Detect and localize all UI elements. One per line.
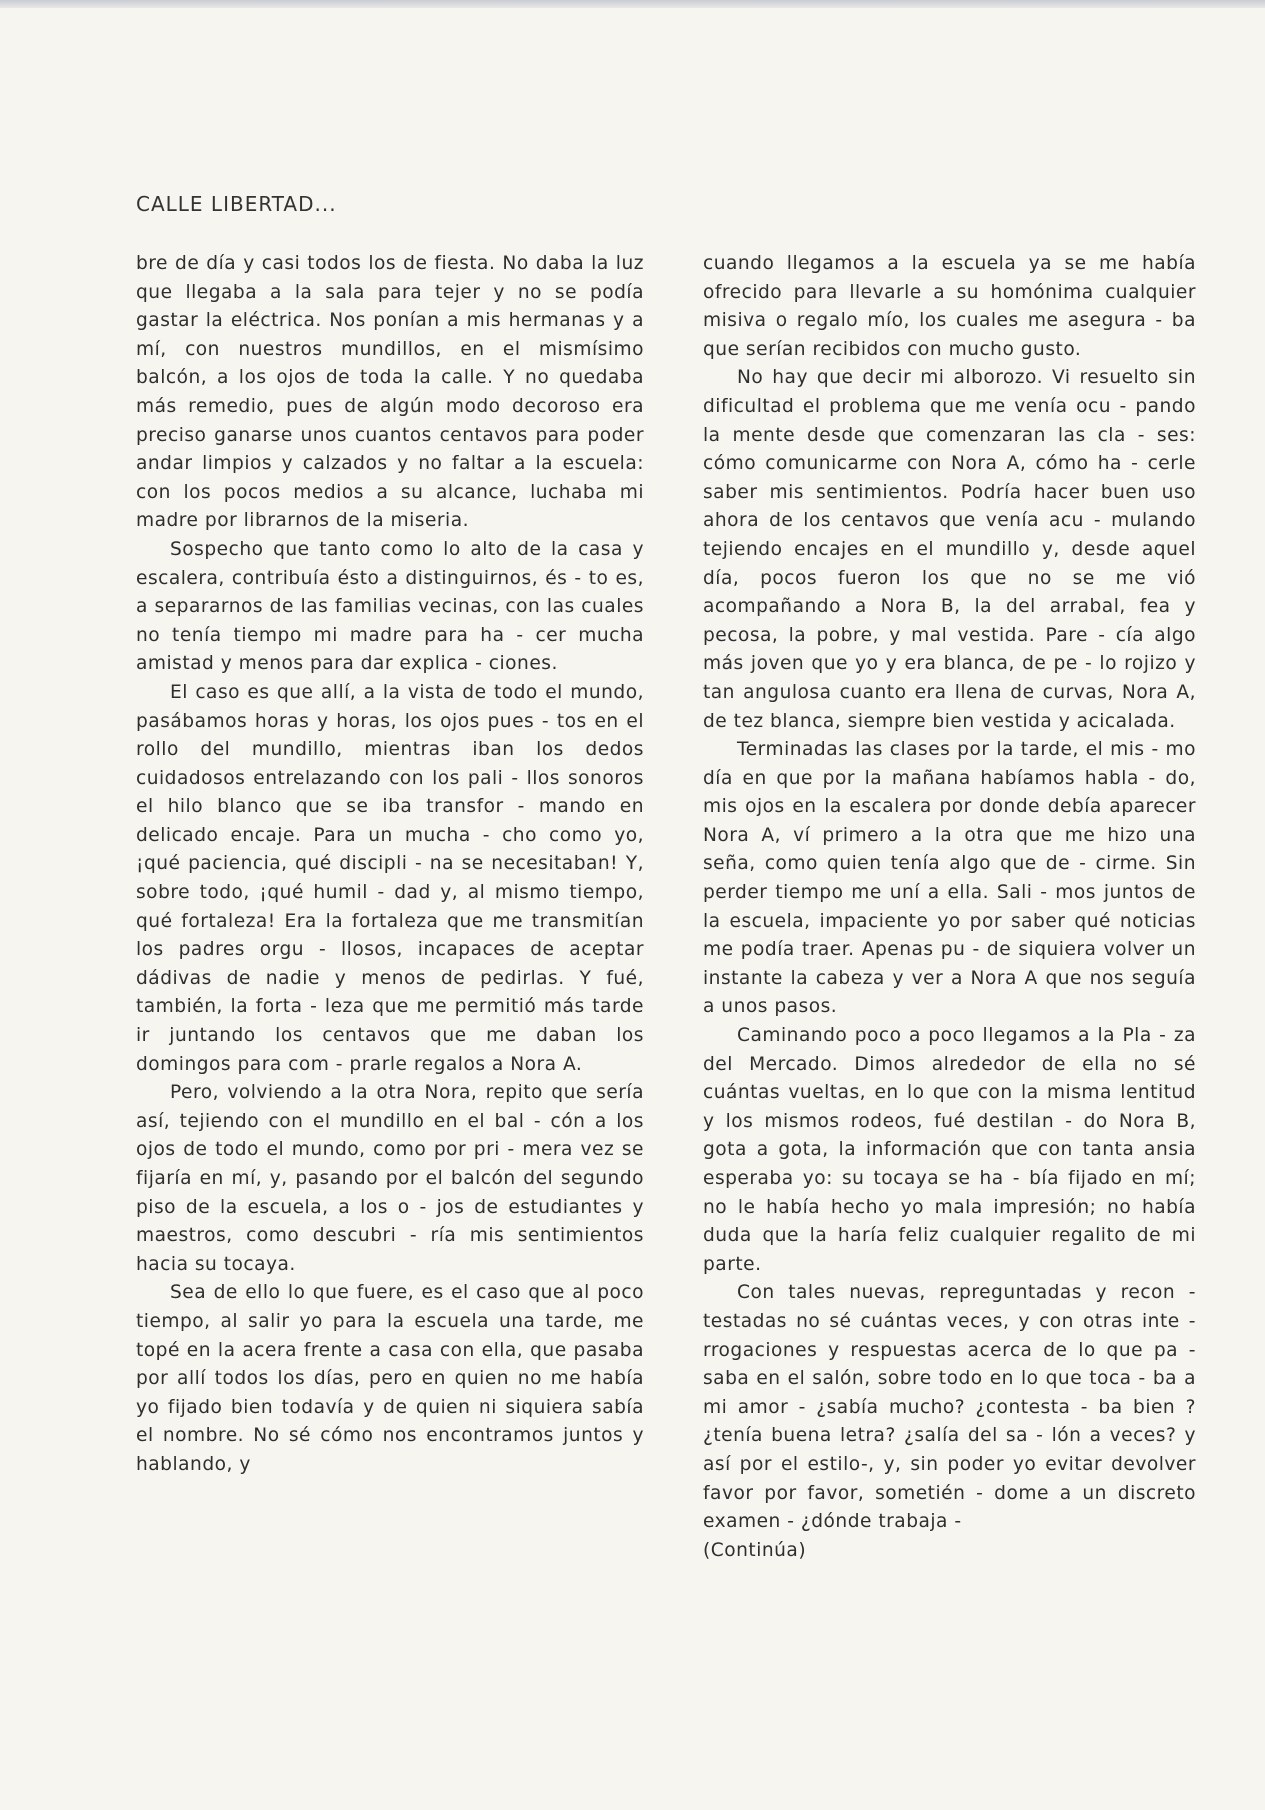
left-paragraph-1: bre de día y casi todos los de fiesta. No daba la luz que llegaba a la sala para tejer y no se podía gastar la eléctrica. Nos ponían a mis hermanas y a mí, con nuestros mundillos, en el mismísimo balcón, a los ojos de toda la calle. Y no quedaba más remedio, pues de algún modo decoroso era preciso ganarse unos cuantos centavos para poder andar limpios y calzados y no faltar a la escuela: con los pocos medios a su alcance, luchaba mi madre por librarnos de la miseria. <box>136 253 644 532</box>
running-header: CALLE LIBERTAD... <box>136 192 337 216</box>
right-paragraph-1: cuando llegamos a la escuela ya se me había ofrecido para llevarle a su homónima cualquier misiva o regalo mío, los cuales me asegura - ba que serían recibidos con mucho gusto. <box>703 253 1196 360</box>
left-paragraph-5: Sea de ello lo que fuere, es el caso que al poco tiempo, al salir yo para la escuela una tarde, me topé en la acera frente a casa con ella, que pasaba por allí todos los días, pero en quien no me había yo fijado bien todavía y de quien ni siquiera sabía el nombre. No sé cómo nos encontramos juntos y hablando, y <box>136 1282 644 1475</box>
right-paragraph-2: No hay que decir mi alborozo. Vi resuelto sin dificultad el problema que me venía ocu - pando la mente desde que comenzaran las cla - ses: cómo comunicarme con Nora A, cómo ha - cerle saber mis sentimientos. Podría hacer buen uso ahora de los centavos que venía acu - mulando tejiendo encajes en el mundillo y, desde aquel día, pocos fueron los que no se me vió acompañando a Nora B, la del arrabal, fea y pecosa, la pobre, y mal vestida. Pare - cía algo más joven que yo y era blanca, de pe - lo rojizo y tan angulosa cuanto era llena de curvas, Nora A, de tez blanca, siempre bien vestida y acicalada. <box>703 367 1196 732</box>
left-paragraph-3: El caso es que allí, a la vista de todo el mundo, pasábamos horas y horas, los ojos pues - tos en el rollo del mundillo, mientras iban los dedos cuidadosos entrelazando con los pali - llos sonoros el hilo blanco que se iba transfor - mando en delicado encaje. Para un mucha - cho como yo, ¡qué paciencia, qué discipli - na se necesitaban! Y, sobre todo, ¡qué humil - dad y, al mismo tiempo, qué fortaleza! Era la fortaleza que me transmitían los padres orgu - llosos, incapaces de aceptar dádivas de nadie y menos de pedirlas. Y fué, también, la forta - leza que me permitió más tarde ir juntando los centavos que me daban los domingos para com - prarle regalos a Nora A. <box>136 681 644 1075</box>
right-paragraph-5: Con tales nuevas, repreguntadas y recon - testadas no sé cuántas veces, y con otras inte - rrogaciones y respuestas acerca de lo que pa - saba en el salón, sobre todo en lo que toca - ba a mi amor - ¿sabía mucho? ¿contesta - ba bien ? ¿tenía buena letra? ¿salía del sa - lón a veces? y así por el estilo-, y, sin poder yo evitar devolver favor por favor, sometién - dome a un discreto examen - ¿dónde trabaja - <box>703 1282 1196 1533</box>
left-paragraph-4: Pero, volviendo a la otra Nora, repito que sería así, tejiendo con el mundillo en el bal - cón a los ojos de todo el mundo, como por pri - mera vez se fijaría en mí, y, pasando por el balcón del segundo piso de la escuela, a los o - jos de estudiantes y maestros, como descubri - ría mis sentimientos hacia su tocaya. <box>136 1082 644 1275</box>
continuation-note: (Continúa) <box>703 1539 807 1561</box>
right-paragraph-3: Terminadas las clases por la tarde, el mis - mo día en que por la mañana habíamos habla - do, mis ojos en la escalera por donde debía aparecer Nora A, ví primero a la otra que me hizo una seña, como quien tenía algo que de - cirme. Sin perder tiempo me uní a ella. Sali - mos juntos de la escuela, impaciente yo por saber qué noticias me podía traer. Apenas pu - de siquiera volver un instante la cabeza y ver a Nora A que nos seguía a unos pasos. <box>703 739 1196 1018</box>
right-text-column <box>703 250 1196 1565</box>
left-text-column <box>136 250 644 1480</box>
left-paragraph-2: Sospecho que tanto como lo alto de la casa y escalera, contribuía ésto a distinguirnos, és - to es, a separarnos de las familias vecinas, con las cuales no tenía tiempo mi madre para ha - cer mucha amistad y menos para dar explica - ciones. <box>136 538 644 675</box>
top-edge-band <box>0 0 1265 8</box>
right-paragraph-4: Caminando poco a poco llegamos a la Pla - za del Mercado. Dimos alrededor de ella no sé cuántas vueltas, en lo que con la misma lentitud y los mismos rodeos, fué destilan - do Nora B, gota a gota, la información que con tanta ansia esperaba yo: su tocaya se ha - bía fijado en mí; no le había hecho yo mala impresión; no había duda que la haría feliz cualquier regalito de mi parte. <box>703 1025 1196 1275</box>
